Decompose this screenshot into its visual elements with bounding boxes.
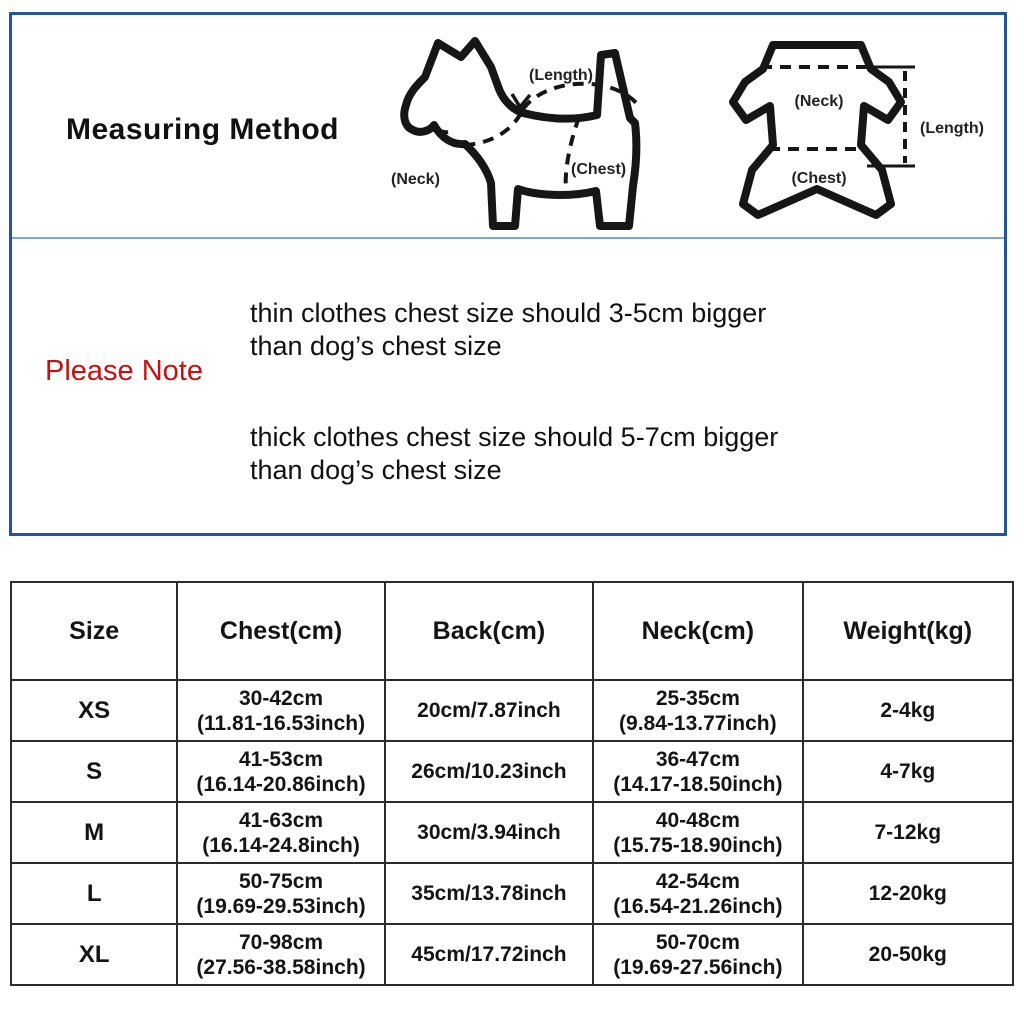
measuring-method-panel (9, 12, 1007, 536)
neck-cm: 50-70cm (655, 930, 740, 954)
neck-cm: 42-54cm (655, 869, 740, 893)
table-row-s (11, 741, 1013, 802)
note-item-thin-clothes (250, 297, 870, 363)
chest-cm: 70-98cm (239, 930, 324, 954)
neck-value (593, 680, 802, 741)
please-note-heading: Please Note (45, 355, 203, 387)
dog-outline (404, 41, 636, 226)
note-line: thin clothes chest size should 3-5cm bigger (250, 298, 767, 328)
table-header-row (11, 582, 1013, 680)
dog-chest-label: (Chest) (571, 161, 627, 178)
chest-inch: (27.56-38.58inch) (196, 955, 366, 979)
neck-value (593, 863, 802, 924)
weight-value: 12-20kg (803, 863, 1013, 924)
neck-value (593, 924, 802, 985)
header-chest: Chest(cm) (177, 582, 384, 680)
garment-neck-label: (Neck) (794, 93, 844, 110)
neck-value (593, 802, 802, 863)
weight-value: 7-12kg (803, 802, 1013, 863)
neck-value (593, 741, 802, 802)
weight-value: 20-50kg (803, 924, 1013, 985)
neck-inch: (16.54-21.26inch) (613, 894, 783, 918)
size-value: M (11, 802, 177, 863)
chest-value (177, 863, 384, 924)
note-line: than dog’s chest size (250, 331, 502, 361)
header-weight: Weight(kg) (803, 582, 1013, 680)
size-value: XS (11, 680, 177, 741)
header-back: Back(cm) (385, 582, 593, 680)
table-row-xs (11, 680, 1013, 741)
back-value: 26cm/10.23inch (385, 741, 593, 802)
size-value: XL (11, 924, 177, 985)
chest-cm: 41-63cm (239, 808, 324, 832)
note-line: thick clothes chest size should 5-7cm bigger (250, 422, 779, 452)
chest-inch: (11.81-16.53inch) (196, 711, 366, 735)
neck-inch: (14.17-18.50inch) (613, 772, 783, 796)
back-value: 20cm/7.87inch (385, 680, 593, 741)
neck-cm: 25-35cm (655, 686, 740, 710)
measuring-method-title: Measuring Method (66, 113, 340, 146)
panel-divider-line (12, 237, 1004, 239)
note-line: than dog’s chest size (250, 455, 502, 485)
back-value: 35cm/13.78inch (385, 863, 593, 924)
dog-side-view-illustration (387, 31, 707, 236)
note-item-thick-clothes (250, 421, 870, 487)
size-value: S (11, 741, 177, 802)
weight-value: 2-4kg (803, 680, 1013, 741)
neck-inch: (9.84-13.77inch) (619, 711, 777, 735)
chest-value (177, 741, 384, 802)
table-row-xl (11, 924, 1013, 985)
dog-length-label: (Length) (529, 67, 593, 84)
neck-cm: 36-47cm (655, 747, 740, 771)
size-table (10, 581, 1014, 986)
chest-cm: 30-42cm (239, 686, 324, 710)
size-value: L (11, 863, 177, 924)
chest-inch: (16.14-20.86inch) (196, 772, 366, 796)
chest-inch: (19.69-29.53inch) (196, 894, 366, 918)
back-value: 30cm/3.94inch (385, 802, 593, 863)
dog-garment-illustration (715, 25, 1007, 227)
weight-value: 4-7kg (803, 741, 1013, 802)
chest-value (177, 802, 384, 863)
dog-neck-label: (Neck) (391, 171, 440, 188)
chest-cm: 41-53cm (239, 747, 324, 771)
neck-cm: 40-48cm (655, 808, 740, 832)
header-neck: Neck(cm) (593, 582, 802, 680)
garment-chest-label: (Chest) (791, 170, 847, 187)
chest-value (177, 924, 384, 985)
neck-inch: (15.75-18.90inch) (613, 833, 783, 857)
chest-cm: 50-75cm (239, 869, 324, 893)
back-value: 45cm/17.72inch (385, 924, 593, 985)
header-size: Size (11, 582, 177, 680)
garment-length-label: (Length) (920, 120, 984, 137)
table-row-m (11, 802, 1013, 863)
chest-value (177, 680, 384, 741)
chest-inch: (16.14-24.8inch) (202, 833, 360, 857)
neck-inch: (19.69-27.56inch) (613, 955, 783, 979)
garment-outline (733, 45, 901, 215)
table-row-l (11, 863, 1013, 924)
